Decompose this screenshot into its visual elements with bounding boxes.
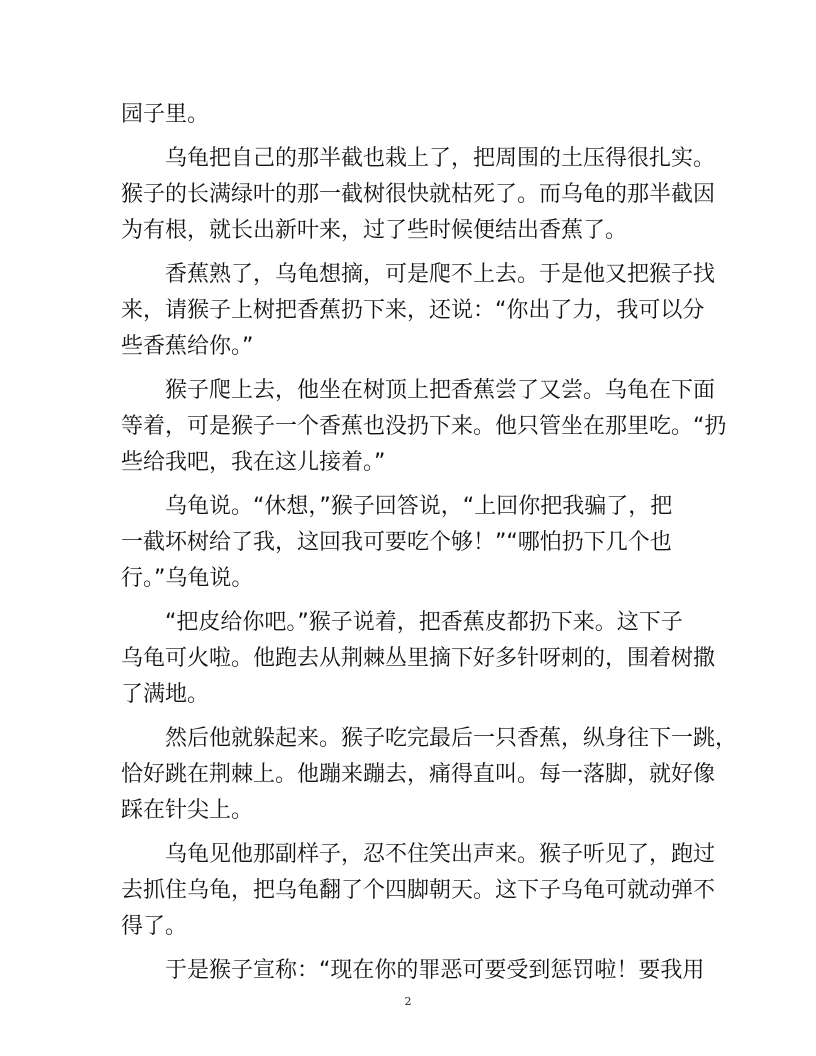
text-line: 得了。 <box>121 914 188 939</box>
text-line: 乌龟见他那副样子，忍不住笑出声来。猴子听见了，跑过 <box>165 842 716 867</box>
text-line: 行。”乌龟说。 <box>121 566 254 591</box>
text-line: 去抓住乌龟，把乌龟翻了个四脚朝天。这下子乌龟可就动弹不 <box>121 878 716 903</box>
paragraph <box>121 489 697 597</box>
paragraph <box>121 97 697 133</box>
text-line: 园子里。 <box>121 102 210 127</box>
text-line: 等着，可是猴子一个香蕉也没扔下来。他只管坐在那里吃。“扔 <box>121 414 727 439</box>
paragraph <box>121 257 716 365</box>
page-number: 2 <box>404 995 412 1008</box>
text-line: 为有根，就长出新叶来，过了些时候便结出香蕉了。 <box>121 218 628 243</box>
body-text <box>121 97 738 989</box>
text-line: 于是猴子宣称：“现在你的罪恶可要受到惩罚啦！要我用 <box>165 958 705 983</box>
paragraph <box>121 837 716 945</box>
text-line: “把皮给你吧。”猴子说着，把香蕉皮都扔下来。这下子 <box>165 610 683 635</box>
text-line: 些香蕉给你。” <box>121 334 254 359</box>
text-line: 乌龟可火啦。他跑去从荆棘丛里摘下好多针呀刺的，围着树撒 <box>121 646 716 671</box>
paragraph <box>121 721 738 829</box>
text-line: 猴子爬上去，他坐在树顶上把香蕉尝了又尝。乌龟在下面 <box>165 378 716 403</box>
text-line: 一截坏树给了我，这回我可要吃个够！”“哪怕扔下几个也 <box>121 530 672 555</box>
paragraph <box>121 953 705 989</box>
text-line: 来，请猴子上树把香蕉扔下来，还说：“你出了力，我可以分 <box>121 298 705 323</box>
text-line: 香蕉熟了，乌龟想摘，可是爬不上去。于是他又把猴子找 <box>165 262 716 287</box>
text-line: 乌龟说。“休想，”猴子回答说，“上回你把我骗了，把 <box>165 494 673 519</box>
text-line: 踩在针尖上。 <box>121 798 254 823</box>
text-line: 乌龟把自己的那半截也栽上了，把周围的土压得很扎实。 <box>165 146 716 171</box>
paragraph <box>121 605 716 713</box>
text-line: 了满地。 <box>121 682 210 707</box>
text-line: 猴子的长满绿叶的那一截树很快就枯死了。而乌龟的那半截因 <box>121 182 716 207</box>
text-line: 然后他就躲起来。猴子吃完最后一只香蕉，纵身往下一跳， <box>165 726 738 751</box>
paragraph <box>121 141 716 249</box>
text-line: 些给我吧，我在这儿接着。” <box>121 450 386 475</box>
paragraph <box>121 373 727 481</box>
text-line: 恰好跳在荆棘上。他蹦来蹦去，痛得直叫。每一落脚，就好像 <box>121 762 716 787</box>
